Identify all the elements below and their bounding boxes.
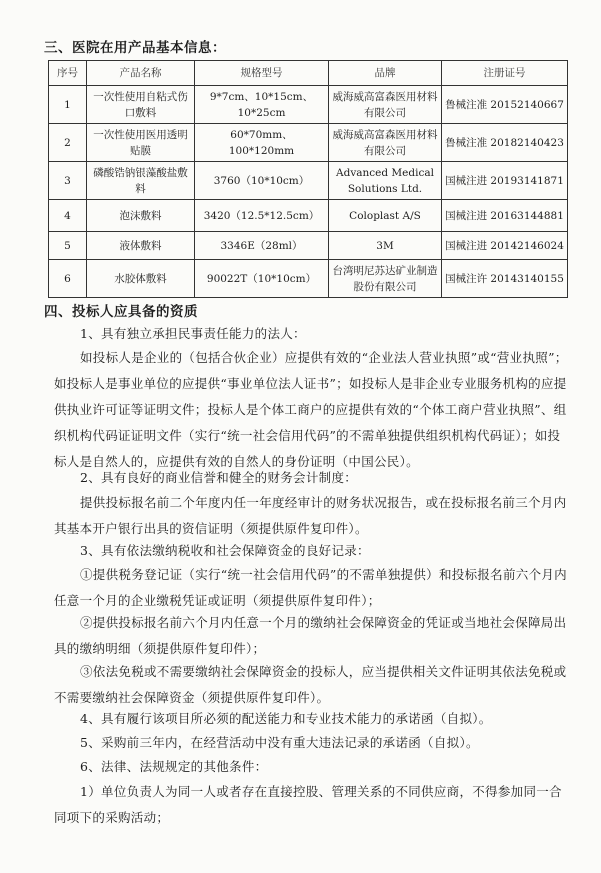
header-cell: 注册证号 bbox=[442, 61, 568, 86]
table-cell: 水胶体敷料 bbox=[87, 260, 195, 298]
requirement-3-item-1: ①提供税务登记证（实行“统一社会信用代码”的不需单独提供）和投标报名前六个月内任意一个月的企业缴税凭证或证明（须提供原件复印件）； bbox=[54, 567, 567, 608]
table-cell: 3M bbox=[329, 232, 442, 260]
table-cell: 鲁械注准 20182140423 bbox=[442, 124, 568, 162]
section-3-title: 三、医院在用产品基本信息： bbox=[44, 40, 226, 56]
table-cell: 4 bbox=[49, 200, 87, 232]
table-cell: Coloplast A/S bbox=[329, 200, 442, 232]
table-row bbox=[49, 200, 568, 232]
requirement-2-body: 提供投标报名前二个年度内任一年度经审计的财务状况报告，或在投标报名前三个月内其基本开户银行出具的资信证明（须提供原件复印件）。 bbox=[54, 495, 567, 536]
requirement-6: 6、法律、法规规定的其他条件： bbox=[80, 759, 268, 774]
table-cell: Advanced Medical Solutions Ltd. bbox=[329, 162, 442, 200]
table-cell: 1 bbox=[49, 86, 87, 124]
requirement-3-item-3: ③依法免税或不需要缴纳社会保障资金的投标人，应当提供相关文件证明其依法免税或不需要缴纳社会保障资金（须提供原件复印件）。 bbox=[54, 664, 567, 705]
requirement-6-item-1: 1）单位负责人为同一人或者存在直接控股、管理关系的不同供应商，不得参加同一合同项下的采购活动； bbox=[54, 784, 562, 825]
requirement-2-heading: 2、具有良好的商业信誉和健全的财务会计制度： bbox=[80, 470, 358, 485]
table-cell: 一次性使用医用透明贴膜 bbox=[87, 124, 195, 162]
requirement-3-item-2: ②提供投标报名前六个月内任意一个月的缴纳社会保障资金的凭证或当地社会保障局出具的缴纳明细（须提供原件复印件）； bbox=[54, 615, 567, 656]
table-cell: 液体敷料 bbox=[87, 232, 195, 260]
requirement-1-heading: 1、具有独立承担民事责任能力的法人： bbox=[80, 326, 306, 341]
table-cell: 6 bbox=[49, 260, 87, 298]
requirement-4: 4、具有履行该项目所必须的配送能力和专业技术能力的承诺函（自拟）。 bbox=[80, 711, 492, 726]
header-cell: 序号 bbox=[49, 61, 87, 86]
table-cell: 3 bbox=[49, 162, 87, 200]
table-cell: 国械注进 20193141871 bbox=[442, 162, 568, 200]
table-cell: 2 bbox=[49, 124, 87, 162]
table-cell: 一次性使用自粘式伤口敷料 bbox=[87, 86, 195, 124]
table-cell: 国械注进 20163144881 bbox=[442, 200, 568, 232]
table-cell: 3346E（28ml） bbox=[195, 232, 329, 260]
table-row bbox=[49, 124, 568, 162]
header-cell: 产品名称 bbox=[87, 61, 195, 86]
table-cell: 9*7cm、10*15cm、10*25cm bbox=[195, 86, 329, 124]
table-cell: 磷酸锆钠银藻酸盐敷料 bbox=[87, 162, 195, 200]
table-cell: 国械注许 20143140155 bbox=[442, 260, 568, 298]
table-row bbox=[49, 86, 568, 124]
table-cell: 台湾明尼苏达矿业制造股份有限公司 bbox=[329, 260, 442, 298]
table-cell: 3420（12.5*12.5cm） bbox=[195, 200, 329, 232]
table-cell: 威海威高富森医用材料有限公司 bbox=[329, 86, 442, 124]
requirement-5: 5、采购前三年内，在经营活动中没有重大违法记录的承诺函（自拟）。 bbox=[80, 735, 479, 750]
requirement-1-body: 如投标人是企业的（包括合伙企业）应提供有效的“企业法人营业执照”或“营业执照”；如投标人是事业单位的应提供“事业单位法人证书”；如投标人是非企业专业服务机构的应提供执业许可证等证明文件；投标人是个体工商户的应提供有效的“个体工商户营业执照”、组织机构代码证证明文件（实行“统一社会信用代码”的不需单独提供组织机构代码证）；如投标人是自然人的，应提供有效的自然人的身份证明（中国公民）。 bbox=[54, 350, 568, 469]
table-row bbox=[49, 162, 568, 200]
table-cell: 5 bbox=[49, 232, 87, 260]
table-cell: 国械注进 20142146024 bbox=[442, 232, 568, 260]
table-cell: 3760（10*10cm） bbox=[195, 162, 329, 200]
product-table bbox=[48, 60, 568, 298]
table-cell: 泡沫敷料 bbox=[87, 200, 195, 232]
table-cell: 鲁械注准 20152140667 bbox=[442, 86, 568, 124]
requirement-3-heading: 3、具有依法缴纳税收和社会保障资金的良好记录： bbox=[80, 543, 370, 558]
table-cell: 90022T（10*10cm） bbox=[195, 260, 329, 298]
table-row bbox=[49, 232, 568, 260]
section-4-title: 四、投标人应具备的资质 bbox=[44, 304, 198, 320]
table-cell: 60*70mm、100*120mm bbox=[195, 124, 329, 162]
header-cell: 品牌 bbox=[329, 61, 442, 86]
header-cell: 规格型号 bbox=[195, 61, 329, 86]
table-row bbox=[49, 260, 568, 298]
table-cell: 威海威高富森医用材料有限公司 bbox=[329, 124, 442, 162]
table-header-row bbox=[49, 61, 568, 86]
